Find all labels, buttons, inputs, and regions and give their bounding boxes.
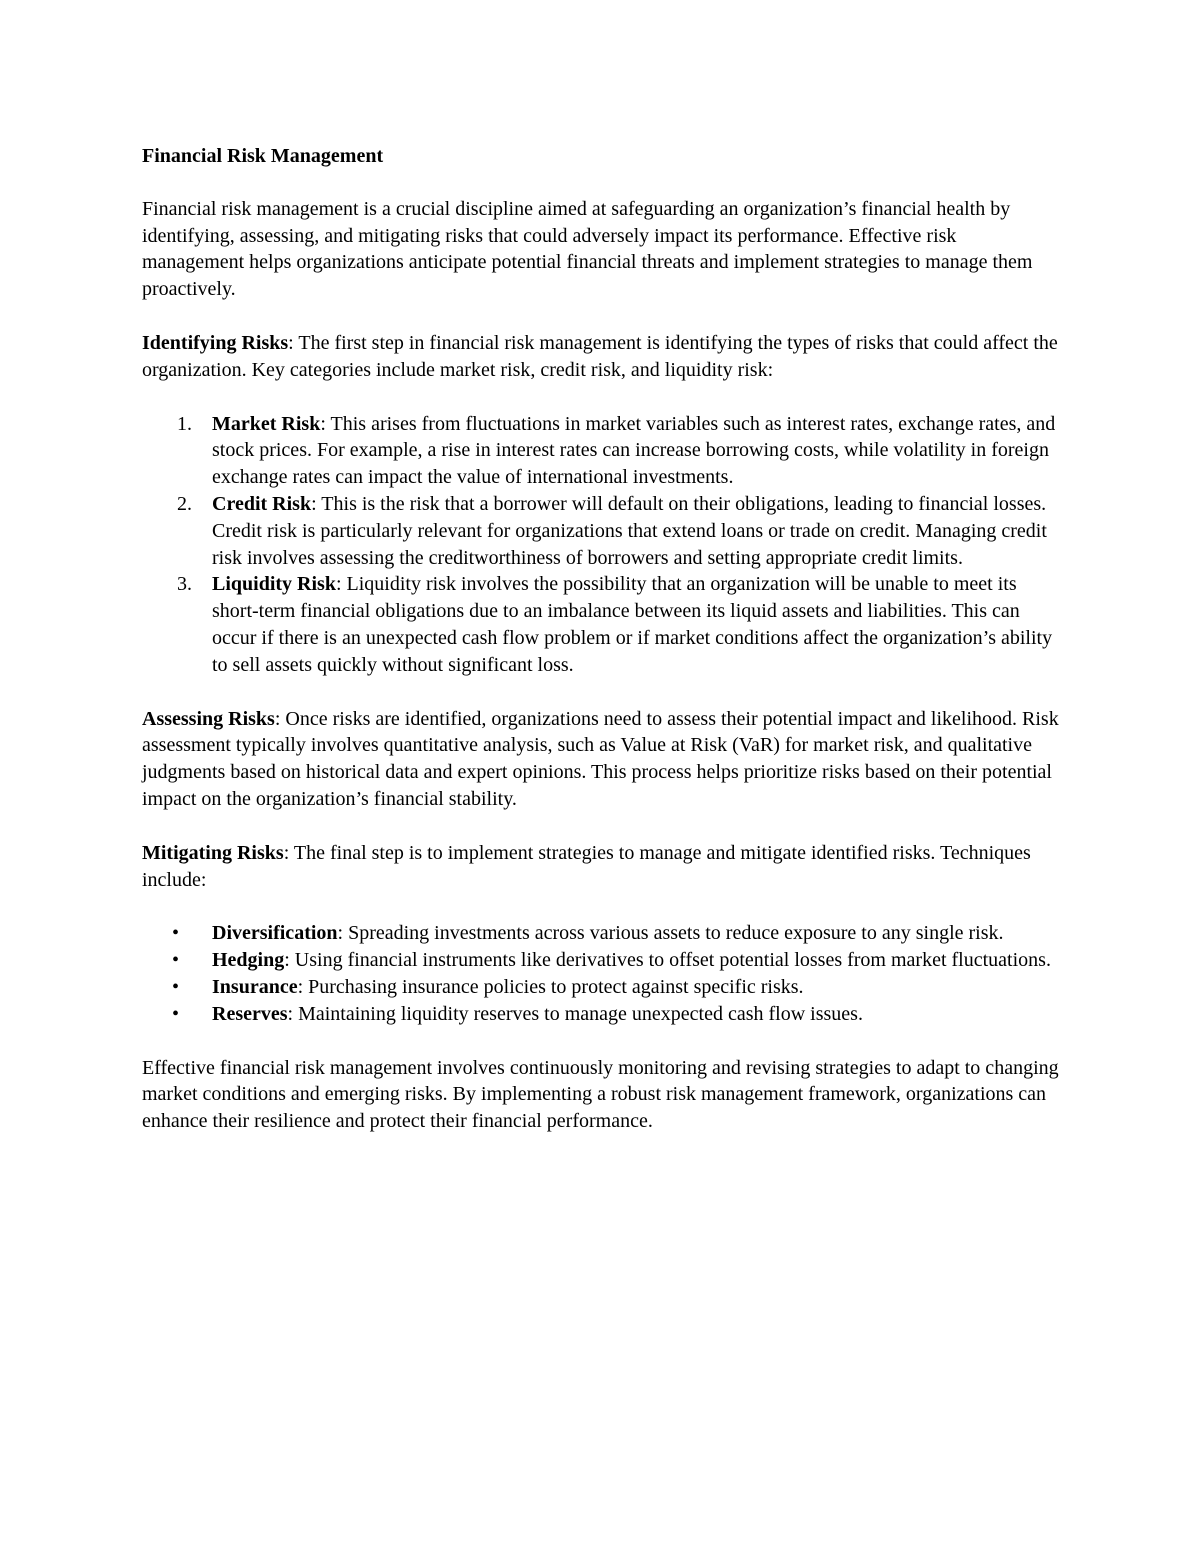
list-item-term: Hedging	[212, 949, 285, 972]
list-item-term: Insurance	[212, 975, 298, 998]
list-item	[142, 411, 1062, 491]
risk-types-list	[142, 411, 1062, 679]
bullet-icon: •	[172, 1002, 180, 1025]
list-item-text: : Purchasing insurance policies to protect against specific risks.	[297, 975, 804, 998]
bullet-icon: •	[172, 922, 180, 945]
identifying-risks-paragraph	[142, 330, 1062, 384]
list-item-term: Market Risk	[212, 412, 321, 435]
list-item	[142, 947, 1062, 974]
mitigating-risks-text: : The final step is to implement strategies to manage and mitigate identified risks. Techniques include:	[142, 841, 1031, 891]
list-item	[142, 571, 1062, 678]
list-item-number: 3.	[177, 573, 192, 596]
list-item	[142, 920, 1062, 947]
list-item-term: Liquidity Risk	[212, 573, 336, 596]
list-item	[142, 491, 1062, 571]
list-item-number: 2.	[177, 492, 192, 515]
list-item-text: : Spreading investments across various assets to reduce exposure to any single risk.	[337, 922, 1004, 945]
list-item-term: Credit Risk	[212, 492, 312, 515]
list-item-text: : Using financial instruments like derivatives to offset potential losses from market fluctuations.	[284, 949, 1051, 972]
list-item-term: Reserves	[212, 1002, 288, 1025]
bullet-icon: •	[172, 949, 180, 972]
assessing-risks-text: : Once risks are identified, organizations need to assess their potential impact and likelihood. Risk assessment typically involves quantitative analysis, such as Value at Risk (VaR) for market risk, and qualitative judgments based on historical data and expert opinions. This process helps prioritize risks based on their potential impact on the organization’s financial stability.	[142, 707, 1059, 810]
techniques-list	[142, 920, 1062, 1027]
conclusion-paragraph: Effective financial risk management involves continuously monitoring and revising strategies to adapt to changing market conditions and emerging risks. By implementing a robust risk management framework, organizations can enhance their resilience and protect their financial performance.	[142, 1056, 1059, 1133]
mitigating-risks-heading: Mitigating Risks	[142, 841, 284, 864]
bullet-icon: •	[172, 975, 180, 998]
assessing-risks-heading: Assessing Risks	[142, 707, 275, 730]
document-page	[142, 143, 1062, 1135]
intro-paragraph: Financial risk management is a crucial discipline aimed at safeguarding an organization’s financial health by identifying, assessing, and mitigating risks that could adversely impact its performance. Effective risk management helps organizations anticipate potential financial threats and implement strategies to manage them proactively.	[142, 197, 1033, 301]
list-item-text: : Maintaining liquidity reserves to manage unexpected cash flow issues.	[287, 1002, 863, 1025]
list-item-number: 1.	[177, 412, 192, 435]
assessing-risks-paragraph	[142, 706, 1062, 813]
list-item-text: : This is the risk that a borrower will default on their obligations, leading to financial losses. Credit risk is particularly relevant for organizations that extend loans or trade on credit. Managing credit risk involves assessing the creditworthiness of borrowers and setting appropriate credit limits.	[212, 492, 1047, 569]
list-item	[142, 974, 1062, 1001]
mitigating-risks-paragraph	[142, 840, 1062, 894]
identifying-risks-heading: Identifying Risks	[142, 331, 289, 354]
identifying-risks-text: : The first step in financial risk management is identifying the types of risks that could affect the organization. Key categories include market risk, credit risk, and liquidity risk:	[142, 331, 1058, 381]
list-item-text: : This arises from fluctuations in market variables such as interest rates, exchange rates, and stock prices. For example, a rise in interest rates can increase borrowing costs, while volatility in foreign exchange rates can impact the value of international investments.	[212, 412, 1056, 489]
document-title: Financial Risk Management	[142, 145, 384, 167]
list-item	[142, 1001, 1062, 1028]
list-item-term: Diversification	[212, 922, 338, 945]
list-item-text: : Liquidity risk involves the possibility that an organization will be unable to meet its short-term financial obligations due to an imbalance between its liquid assets and liabilities. This can occur if there is an unexpected cash flow problem or if market conditions affect the organization’s ability to sell assets quickly without significant loss.	[212, 573, 1053, 676]
